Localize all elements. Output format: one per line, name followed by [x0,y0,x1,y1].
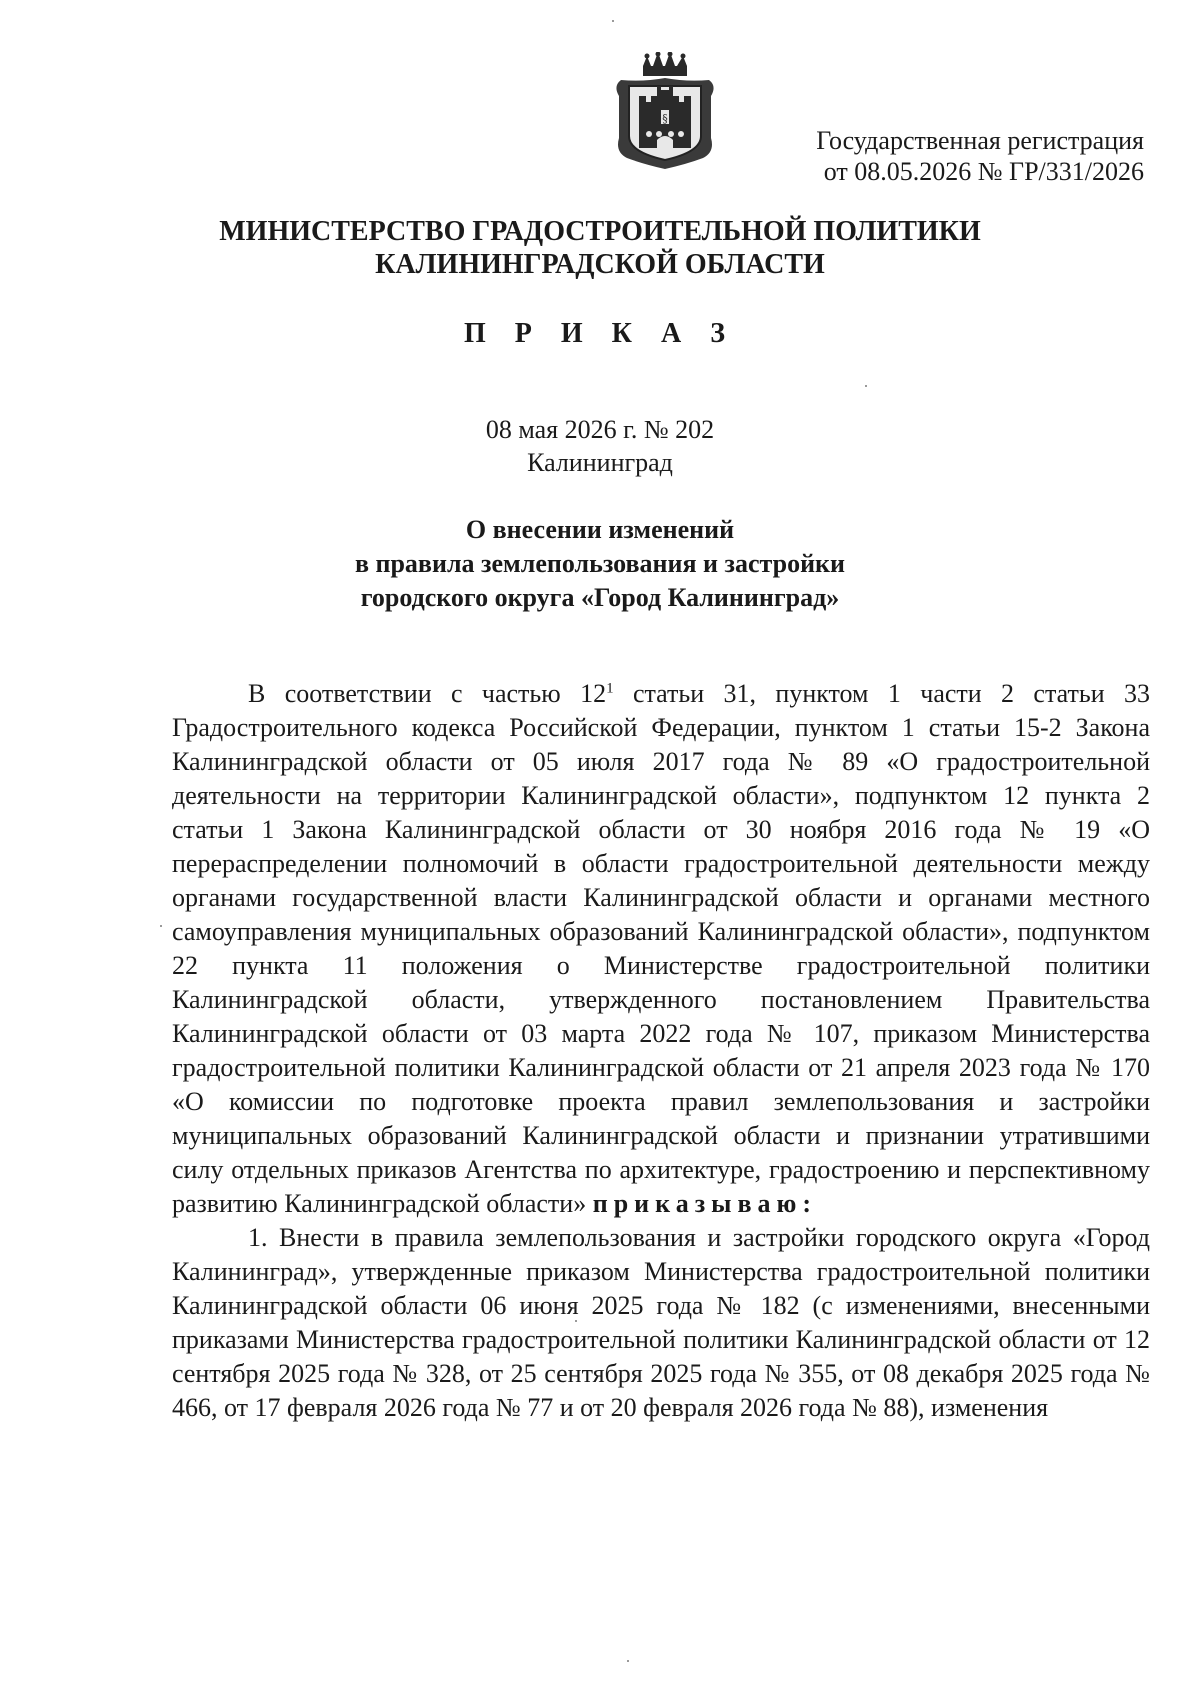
order-word: приказываю: [592,1189,818,1218]
clause-1-paragraph: 1. Внести в правила землепользования и застройки городского округа «Город Калининград», утвержденные приказом Министерства градостроительной политики Калининградской области 06 июня 2025 года № 182 (с изменениями, внесенными приказами Министерства градостроительной политики Калининградской области от 12 сентября 2025 года № 328, от 25 сентября 2025 года № 355, от 08 декабря 2025 года № 466, от 17 февраля 2026 года № 77 и от 20 февраля 2026 года № 88), изменения [172,1223,1150,1422]
ministry-name [0,215,1200,281]
preamble-start: В соответствии с частью 12 [248,679,607,708]
document-title [0,513,1200,615]
ministry-name-line2: КАЛИНИНГРАДСКОЙ ОБЛАСТИ [375,249,825,280]
document-date-number: 08 мая 2026 г. № 202 [485,415,715,444]
scan-speck [160,925,162,927]
registration-number: от 08.05.2026 № ГР/331/2026 [823,157,1144,186]
registration-label: Государственная регистрация [816,126,1144,155]
scan-speck [865,385,867,387]
scan-speck [627,1660,629,1662]
document-date-block [0,413,1200,479]
scan-speck [612,20,614,22]
svg-text:§: § [662,112,668,125]
document-city: Калининград [527,448,673,477]
scan-speck [575,1320,577,1322]
document-title-line3: городского округа «Город Калининград» [360,583,840,612]
superscript-one: 1 [606,680,614,697]
document-type: П Р И К А З [464,318,736,349]
state-registration [816,125,1144,187]
preamble-paragraph [172,677,1150,1221]
preamble-rest: статьи 31, пунктом 1 части 2 статьи 33 Градостроительного кодекса Российской Федерации, пунктом 1 статьи 15-2 Закона Калининградской области от 05 июля 2017 года № 89 «О градостроительной деятельности на территории Калининградской области», подпунктом 12 пункта 2 статьи 1 Закона Калининградской области от 30 ноября 2016 года № 19 «О перераспределении полномочий в области градостроительной деятельности между органами государственной власти Калининградской области и органами местного самоуправления муниципальных образований Калининградской области», подпунктом 22 пункта 11 положения о Министерстве градостроительной политики Калининградской области, утвержденного постановлением Правительства Калининградской области от 03 марта 2022 года № 107, приказом Министерства градостроительной политики Калининградской области от 21 апреля 2023 года № 170 «О комиссии по подготовке проекта правил землепользования и застройки муниципальных образований Калининградской области и признании утратившими силу отдельных приказов Агентства по архитектуре, градостроению и перспективному развитию Калининградской области» [172,679,1151,1218]
document-body [172,677,1150,1425]
document-title-line1: О внесении изменений [465,515,735,544]
ministry-name-line1: МИНИСТЕРСТВО ГРАДОСТРОИТЕЛЬНОЙ ПОЛИТИКИ [219,216,981,247]
kaliningrad-coat-of-arms-icon [613,52,717,170]
document-title-line2: в правила землепользования и застройки [354,549,846,578]
